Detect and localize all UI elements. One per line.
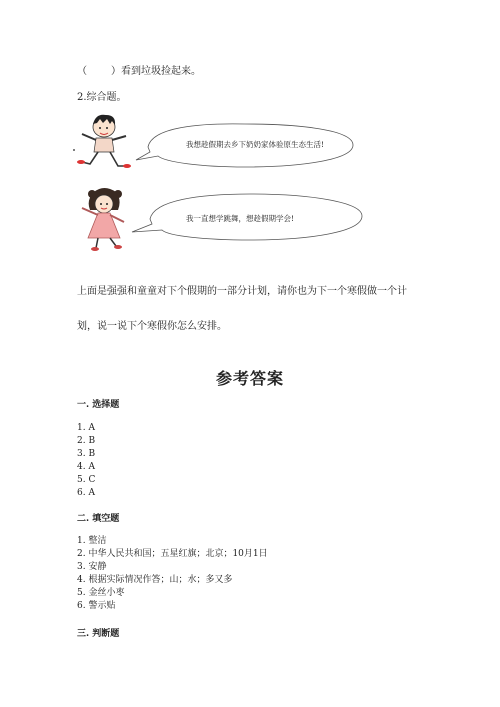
list-item: 2. B <box>77 436 96 446</box>
section-2-list <box>77 535 268 613</box>
list-item: 5. 金丝小枣 <box>77 588 125 598</box>
bubble-1-text: 我想趁假期去乡下奶奶家体验原生态生活! <box>186 140 325 149</box>
section-1-heading: 一. 选择题 <box>77 400 120 410</box>
question-2-label: 2.综合题。 <box>77 92 127 103</box>
prompt-line-1: 上面是强强和童童对下个假期的一部分计划，请你也为下一个寒假做一个计 <box>77 286 407 297</box>
bubble-2-text: 我一直想学跳舞，想趁假期学会! <box>186 214 295 223</box>
section-2-heading: 二. 填空题 <box>77 514 120 524</box>
question-text: ）看到垃圾捡起来。 <box>111 66 201 77</box>
list-item: 2. 中华人民共和国；五星红旗；北京；10月1日 <box>77 549 268 559</box>
list-item: 3. B <box>77 449 96 459</box>
section-1-list <box>77 422 95 500</box>
list-item: 5. C <box>77 475 96 485</box>
question-line-blank <box>77 62 201 77</box>
boy-figure <box>73 115 131 168</box>
section-3-heading: 三. 判断题 <box>77 629 120 639</box>
list-item: 6. A <box>77 488 95 498</box>
list-item: 1. A <box>77 423 95 433</box>
girl-figure <box>82 188 124 251</box>
list-item: 1. 整洁 <box>77 536 107 546</box>
list-item: 4. A <box>77 462 95 472</box>
list-item: 3. 安静 <box>77 562 107 572</box>
paren-open: （ <box>77 66 87 77</box>
answer-key-title: 参考答案 <box>215 369 284 388</box>
prompt-line-2: 划，说一说下个寒假你怎么安排。 <box>77 321 227 332</box>
list-item: 4. 根据实际情况作答；山；水；多又多 <box>77 575 233 585</box>
list-item: 6. 警示贴 <box>77 601 116 611</box>
